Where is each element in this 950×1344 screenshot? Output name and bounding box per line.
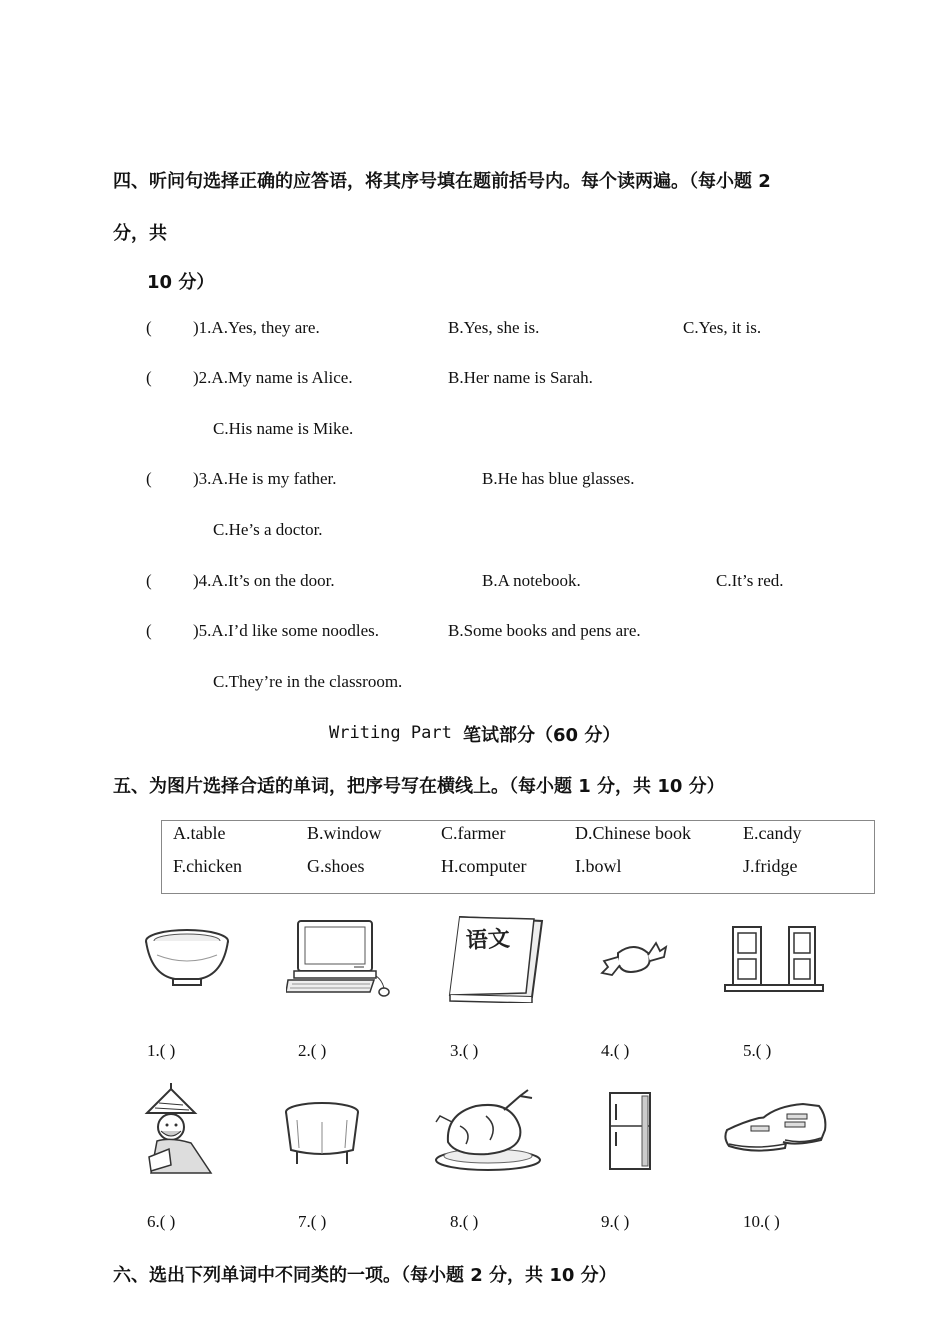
label-9: 9.( ) <box>601 1212 630 1231</box>
q4-option-a: )4.A.It’s on the door. <box>193 571 335 590</box>
section5-title: 五、为图片选择合适的单词，把序号写在横线上。（每小题 1 分，共 10 分） <box>113 776 725 797</box>
candy-icon <box>598 935 670 983</box>
q4-paren: ( <box>146 571 152 590</box>
q2-option-b: B.Her name is Sarah. <box>448 368 593 387</box>
farmer-icon <box>143 1083 215 1175</box>
label-2: 2.( ) <box>298 1041 327 1060</box>
label-7: 7.( ) <box>298 1212 327 1231</box>
computer-icon <box>286 918 392 998</box>
q3-option-c: C.He’s a doctor. <box>213 520 323 539</box>
section4-title-line2: 分，共 <box>113 223 167 244</box>
q4-option-c: C.It’s red. <box>716 571 784 590</box>
book-title: 语文 <box>465 926 511 955</box>
label-5: 5.( ) <box>743 1041 772 1060</box>
section4-title-line3: 10 分） <box>147 272 215 293</box>
word-b: B.window <box>307 823 382 843</box>
word-d: D.Chinese book <box>575 823 691 843</box>
q1-option-b: B.Yes, she is. <box>448 318 540 337</box>
q2-option-c: C.His name is Mike. <box>213 419 354 438</box>
writing-part-en: Writing Part <box>329 723 452 743</box>
q5-option-b: B.Some books and pens are. <box>448 621 641 640</box>
label-1: 1.( ) <box>147 1041 176 1060</box>
q2-option-a: )2.A.My name is Alice. <box>193 368 353 387</box>
shoes-icon <box>723 1100 829 1156</box>
word-c: C.farmer <box>441 823 506 843</box>
q2-paren: ( <box>146 368 152 387</box>
q3-option-a: )3.A.He is my father. <box>193 469 337 488</box>
q5-paren: ( <box>146 621 152 640</box>
window-icon <box>723 923 825 995</box>
label-3: 3.( ) <box>450 1041 479 1060</box>
q1-paren: ( <box>146 318 152 337</box>
table-icon <box>283 1100 361 1166</box>
word-f: F.chicken <box>173 856 243 876</box>
chicken-icon <box>432 1086 544 1174</box>
bowl-icon <box>143 925 231 990</box>
word-g: G.shoes <box>307 856 365 876</box>
word-h: H.computer <box>441 856 527 876</box>
q1-option-c: C.Yes, it is. <box>683 318 762 337</box>
q4-option-b: B.A notebook. <box>482 571 581 590</box>
label-4: 4.( ) <box>601 1041 630 1060</box>
label-6: 6.( ) <box>147 1212 176 1231</box>
word-i: I.bowl <box>575 856 622 876</box>
section4-title-line1: 四、听问句选择正确的应答语，将其序号填在题前括号内。每个读两遍。（每小题 2 <box>113 171 771 192</box>
q5-option-a: )5.A.I’d like some noodles. <box>193 621 380 640</box>
label-10: 10.( ) <box>743 1212 780 1231</box>
word-e: E.candy <box>743 823 802 843</box>
section6-title: 六、选出下列单词中不同类的一项。（每小题 2 分，共 10 分） <box>113 1265 617 1286</box>
word-bank-box <box>161 820 875 894</box>
q3-paren: ( <box>146 469 152 488</box>
chinese-book-icon <box>446 913 544 1003</box>
word-a: A.table <box>173 823 226 843</box>
label-8: 8.( ) <box>450 1212 479 1231</box>
q5-option-c: C.They’re in the classroom. <box>213 672 403 691</box>
writing-part-cn: 笔试部分（60 分） <box>463 725 621 746</box>
word-j: J.fridge <box>743 856 798 876</box>
q3-option-b: B.He has blue glasses. <box>482 469 635 488</box>
q1-option-a: )1.A.Yes, they are. <box>193 318 320 337</box>
fridge-icon <box>606 1090 654 1172</box>
